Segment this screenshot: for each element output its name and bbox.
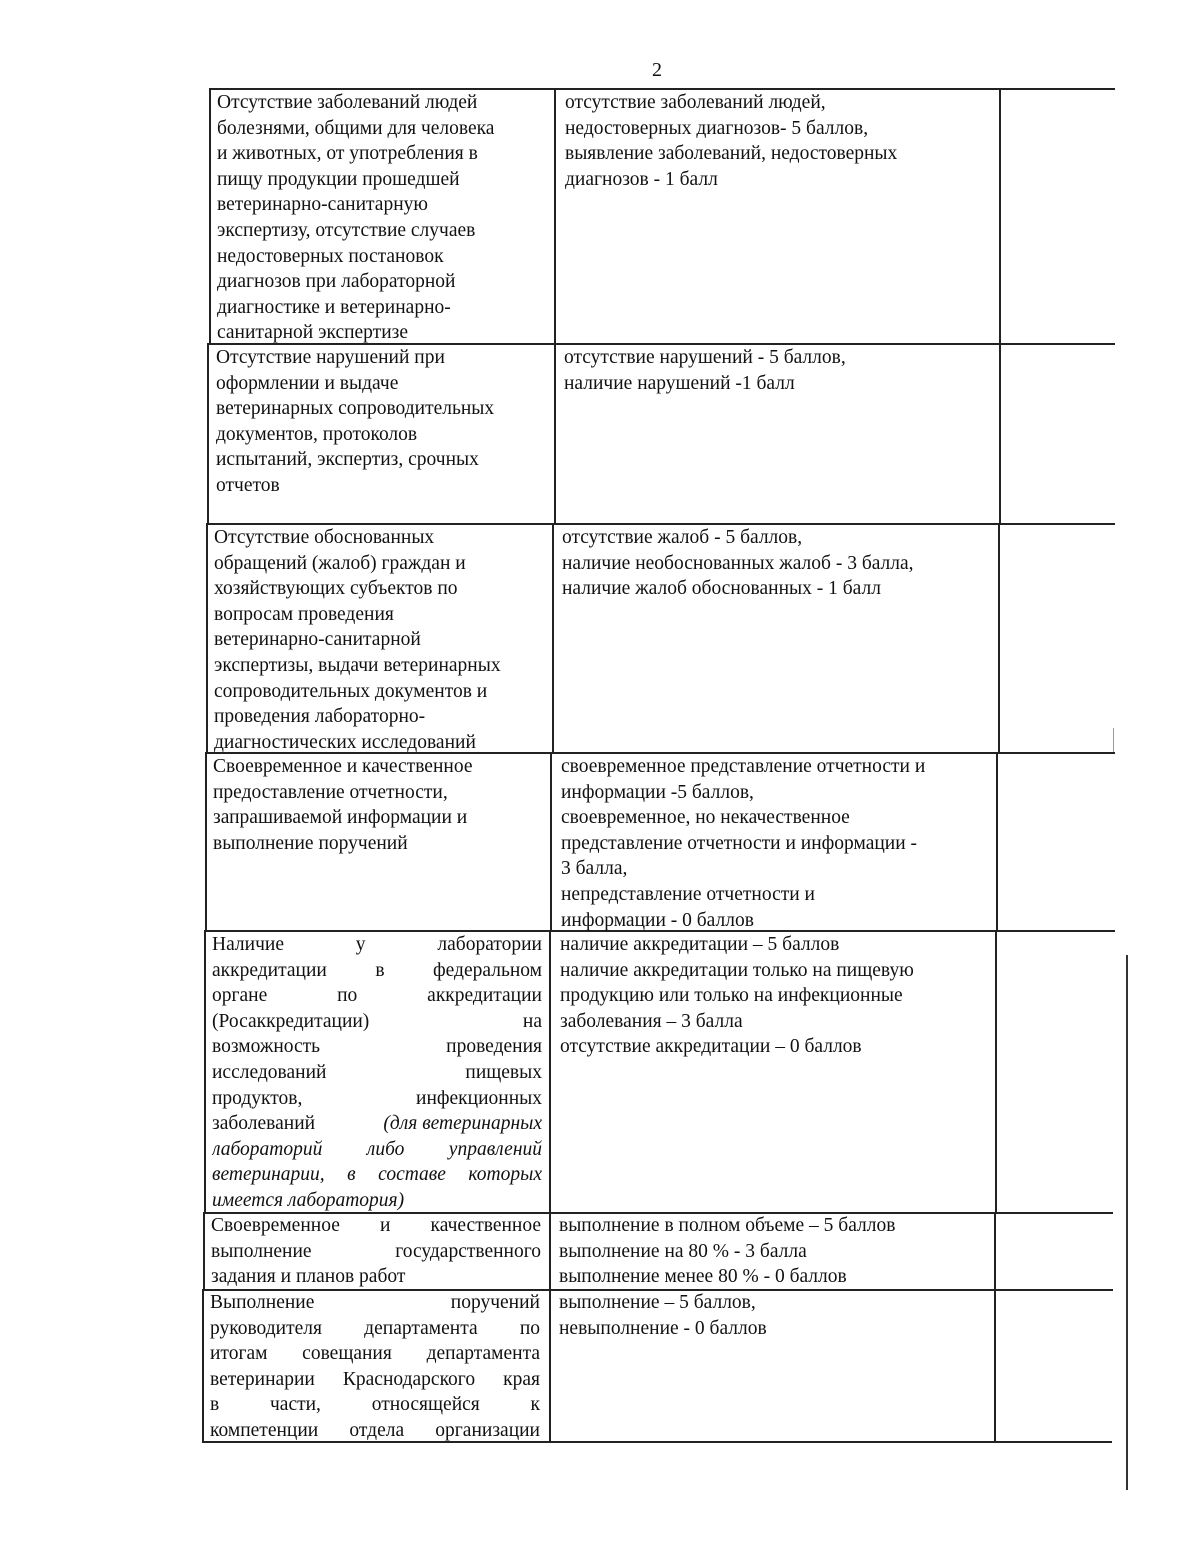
scoring-cell	[560, 932, 994, 1060]
table-left-border	[207, 343, 209, 524]
criterion-line-italic: лабораторий либо управлений	[212, 1138, 542, 1160]
criterion-line: Своевременное и качественное	[211, 1215, 541, 1236]
criterion-line: Отсутствие обоснованных	[214, 527, 435, 548]
criterion-cell	[212, 932, 542, 1214]
criterion-line: выполнение государственного	[211, 1240, 541, 1262]
criterion-line: пищу продукции прошедшей	[217, 168, 460, 190]
criterion-line: сопроводительных документов и	[214, 680, 488, 702]
scoring-line: выявление заболеваний, недостоверных	[565, 143, 898, 165]
scoring-line: информации -5 баллов,	[561, 781, 754, 803]
scoring-cell	[561, 754, 995, 933]
scoring-line: наличие необоснованных жалоб - 3 балла,	[562, 552, 914, 574]
criterion-line: в части, относящейся к	[210, 1394, 540, 1416]
criterion-line: обращений (жалоб) граждан и	[214, 552, 466, 574]
scoring-line: наличие жалоб обоснованных - 1 балл	[562, 578, 881, 600]
scoring-line: выполнение на 80 % - 3 балла	[559, 1240, 807, 1262]
criterion-line: задания и планов работ	[211, 1266, 406, 1288]
column-divider	[552, 523, 554, 753]
column-divider	[995, 930, 997, 1213]
scoring-line: своевременное представление отчетности и	[561, 756, 926, 777]
criterion-line: аккредитации в федеральном	[212, 959, 542, 981]
criterion-line: запрашиваемой информации и	[213, 807, 468, 829]
criterion-line: (Росаккредитации) на	[212, 1010, 542, 1032]
criterion-line: отчетов	[216, 474, 280, 496]
criterion-line: экспертизы, выдачи ветеринарных	[214, 654, 501, 676]
scoring-line: наличие аккредитации только на пищевую	[560, 959, 914, 981]
scoring-line: непредставление отчетности и	[561, 883, 815, 905]
table-left-border	[204, 930, 206, 1213]
scan-edge-mark	[1126, 955, 1128, 1490]
scoring-line: заболевания – 3 балла	[560, 1010, 743, 1032]
criterion-line: болезнями, общими для человека	[217, 117, 495, 139]
scoring-line: информации - 0 баллов	[561, 909, 754, 931]
criterion-line-italic: имеется лаборатория)	[212, 1189, 405, 1211]
criterion-cell	[216, 345, 550, 499]
scoring-line: выполнение менее 80 % - 0 баллов	[559, 1266, 847, 1288]
scoring-line: диагнозов - 1 балл	[565, 168, 718, 190]
criterion-line: санитарной экспертизе	[217, 322, 408, 344]
criterion-line: возможность проведения	[212, 1036, 542, 1058]
criterion-cell	[210, 1290, 540, 1444]
criterion-line: испытаний, экспертиз, срочных	[216, 449, 479, 471]
scoring-line: отсутствие аккредитации – 0 баллов	[560, 1036, 862, 1058]
criterion-line: оформлении и выдаче	[216, 372, 399, 394]
criterion-line: документов, протоколов	[216, 423, 418, 445]
criterion-line: ветеринарно-санитарную	[217, 194, 428, 216]
criterion-line: компетенции отдела организации	[210, 1419, 540, 1441]
scoring-cell	[559, 1290, 993, 1341]
column-divider	[550, 752, 552, 931]
criterion-cell	[217, 90, 551, 346]
criterion-line	[212, 1111, 542, 1137]
criterion-cell	[213, 754, 547, 856]
scoring-cell	[564, 345, 994, 396]
criterion-line: итогам совещания департамента	[210, 1343, 540, 1365]
criterion-fragment: заболеваний	[212, 1113, 316, 1135]
scoring-line: выполнение в полном объеме – 5 баллов	[559, 1215, 896, 1236]
criterion-line: руководителя департамента по	[210, 1317, 540, 1339]
column-divider	[996, 752, 998, 931]
criterion-line: экспертизу, отсутствие случаев	[217, 219, 476, 241]
criterion-cell	[214, 525, 548, 755]
criterion-line: ветеринарно-санитарной	[214, 629, 421, 651]
scoring-cell	[559, 1213, 993, 1290]
scoring-line: недостоверных диагнозов- 5 баллов,	[565, 117, 869, 139]
scoring-cell	[562, 525, 996, 602]
criterion-line: Отсутствие нарушений при	[216, 347, 445, 368]
scoring-line: продукцию или только на инфекционные	[560, 985, 903, 1007]
scoring-line: 3 балла,	[561, 858, 628, 880]
scoring-line: наличие аккредитации – 5 баллов	[560, 934, 840, 955]
column-divider	[994, 1212, 996, 1442]
criterion-line: органе по аккредитации	[212, 985, 542, 1007]
criterion-line: и животных, от употребления в	[217, 143, 478, 165]
column-divider	[549, 930, 551, 1442]
scan-edge-mark	[1113, 728, 1114, 752]
column-divider	[554, 88, 556, 524]
scoring-cell	[565, 90, 995, 192]
column-divider	[999, 88, 1001, 524]
table-left-border	[209, 88, 211, 344]
criterion-cell	[211, 1213, 541, 1290]
criterion-line: недостоверных постановок	[217, 245, 444, 267]
criterion-line: Отсутствие заболеваний людей	[217, 92, 478, 113]
scoring-line: наличие нарушений -1 балл	[564, 372, 795, 394]
table-left-border	[202, 1289, 204, 1442]
criterion-fragment-italic: (для ветеринарных	[383, 1113, 542, 1135]
criterion-line: проведения лабораторно-	[214, 706, 426, 728]
criterion-line: выполнение поручений	[213, 832, 408, 854]
criterion-line-italic: ветеринарии, в составе которых	[212, 1164, 542, 1186]
criterion-line: Выполнение поручений	[210, 1292, 540, 1313]
criterion-line: исследований пищевых	[212, 1061, 542, 1083]
criterion-line: Наличие у лаборатории	[212, 934, 542, 955]
scoring-line: своевременное, но некачественное	[561, 807, 850, 829]
column-divider	[998, 523, 1000, 753]
criterion-line: диагностических исследований	[214, 731, 476, 753]
scoring-line: невыполнение - 0 баллов	[559, 1317, 767, 1339]
scoring-line: отсутствие заболеваний людей,	[565, 92, 826, 113]
criterion-line: вопросам проведения	[214, 603, 394, 625]
table-left-border	[205, 752, 207, 931]
criterion-line: хозяйствующих субъектов по	[214, 578, 458, 600]
criterion-line: ветеринарных сопроводительных	[216, 398, 495, 420]
criterion-line: продуктов, инфекционных	[212, 1087, 542, 1109]
criterion-line: диагностике и ветеринарно-	[217, 296, 451, 318]
page-number: 2	[652, 59, 662, 81]
scoring-line: отсутствие жалоб - 5 баллов,	[562, 527, 803, 548]
table-left-border	[206, 523, 208, 753]
criterion-line: диагнозов при лабораторной	[217, 271, 456, 293]
scoring-line: выполнение – 5 баллов,	[559, 1292, 756, 1313]
scoring-line: представление отчетности и информации -	[561, 832, 918, 854]
table-left-border	[203, 1212, 205, 1290]
criterion-line: предоставление отчетности,	[213, 781, 448, 803]
scoring-line: отсутствие нарушений - 5 баллов,	[564, 347, 846, 368]
criterion-line: Своевременное и качественное	[213, 756, 473, 777]
criterion-line: ветеринарии Краснодарского края	[210, 1368, 540, 1390]
